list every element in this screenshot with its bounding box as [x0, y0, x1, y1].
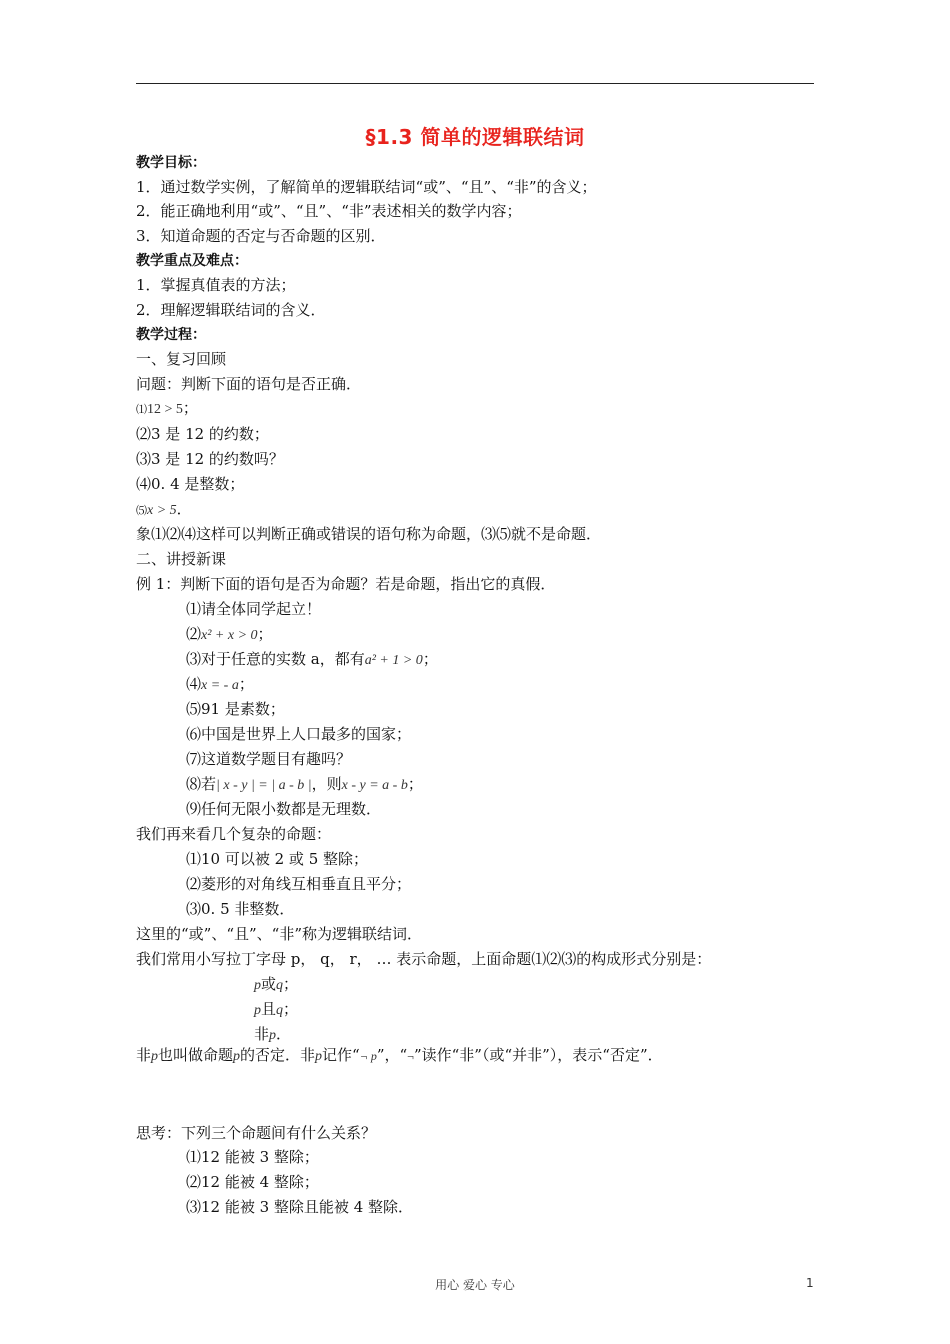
text-segment: 的否定．非 [240, 1046, 316, 1064]
connectives-line: 这里的“或”、“且”、“非”称为逻辑联结词． [136, 925, 423, 943]
math-expression: x - y = a - b [341, 778, 408, 793]
text-segment: 非 [136, 1046, 152, 1064]
review-heading: 一、复习回顾 [136, 350, 227, 368]
text-segment: ”，“ [376, 1046, 408, 1064]
connective-word: 且 [261, 1000, 277, 1018]
complex-item-2: ⑵菱形的对角线互相垂直且平分； [186, 875, 412, 893]
var-p: p [151, 1049, 159, 1064]
item-text: ，则 [311, 775, 342, 793]
example-item-4 [186, 673, 254, 695]
connective-word: 或 [261, 975, 277, 993]
complex-intro: 我们再来看几个复杂的命题： [136, 825, 332, 843]
var-q: q [276, 978, 284, 993]
punctuation: ； [283, 975, 299, 993]
example-1: 例 1：判断下面的语句是否为命题？若是命题，指出它的真假． [136, 575, 556, 593]
item-label: ⑷ [186, 675, 202, 693]
letters-line: 我们常用小写拉丁字母 p， q， r， … 表示命题，上面命题⑴⑵⑶的构成形式分别是： [136, 950, 712, 968]
item-label: ⑵ [186, 625, 202, 643]
var-q: q [276, 1003, 284, 1018]
review-question: 问题：判断下面的语句是否正确． [136, 375, 362, 393]
key-heading: 教学重点及难点： [136, 253, 248, 269]
complex-item-3: ⑶0. 5 非整数． [186, 900, 295, 918]
review-item-3: ⑶3 是 12 的约数吗？ [136, 450, 284, 468]
goal-2: 2．能正确地利用“或”、“且”、“非”表述相关的数学内容； [136, 202, 522, 220]
math-expression: 12 > 5 [147, 402, 183, 417]
think-heading: 思考：下列三个命题间有什么关系？ [136, 1124, 377, 1142]
think-item-2: ⑵12 能被 4 整除； [186, 1173, 319, 1191]
example-item-1: ⑴请全体同学起立！ [186, 600, 322, 618]
review-summary: 象⑴⑵⑷这样可以判断正确或错误的语句称为命题，⑶⑸就不是命题． [136, 525, 602, 543]
math-expression: | x - y | = | a - b | [216, 778, 312, 793]
punctuation: ； [182, 399, 198, 417]
item-label: ⑸ [136, 504, 147, 517]
form-not [254, 1023, 291, 1045]
example-item-2 [186, 623, 273, 645]
think-item-3: ⑶12 能被 3 整除且能被 4 整除． [186, 1198, 414, 1216]
math-expression: x = - a [201, 678, 239, 693]
math-expression: a² + 1 > 0 [364, 653, 423, 668]
think-item-1: ⑴12 能被 3 整除； [186, 1148, 319, 1166]
goals-heading: 教学目标： [136, 155, 206, 171]
punctuation: ． [176, 500, 192, 518]
process-heading: 教学过程： [136, 327, 206, 343]
example-item-3 [186, 648, 438, 670]
text-segment: 记作“ [322, 1046, 360, 1064]
new-lesson-heading: 二、讲授新课 [136, 550, 227, 568]
text-segment: 也叫做命题 [158, 1046, 234, 1064]
review-item-4: ⑷0. 4 是整数； [136, 475, 245, 493]
item-label: ⑴ [136, 403, 147, 416]
punctuation: ； [422, 650, 438, 668]
goal-3: 3．知道命题的否定与否命题的区别． [136, 227, 386, 245]
negation-line [136, 1044, 663, 1066]
example-item-5: ⑸91 是素数； [186, 700, 285, 718]
example-item-6: ⑹中国是世界上人口最多的国家； [186, 725, 412, 743]
example-item-7: ⑺这道数学题目有趣吗？ [186, 750, 352, 768]
item-text: ⑻若 [186, 775, 217, 793]
var-p: p [233, 1049, 241, 1064]
punctuation: ； [238, 675, 254, 693]
item-text: ⑶对于任意的实数 a，都有 [186, 650, 365, 668]
review-item-5 [136, 498, 192, 520]
negation-symbol: ¬ [407, 1049, 414, 1063]
review-item-2: ⑵3 是 12 的约数； [136, 425, 269, 443]
punctuation: ． [276, 1025, 292, 1043]
text-segment: ”读作“非”（或“并非”），表示“否定”． [413, 1046, 663, 1064]
complex-item-1: ⑴10 可以被 2 或 5 整除； [186, 850, 369, 868]
page-title: §1.3 简单的逻辑联结词 [365, 125, 585, 149]
header-rule [136, 83, 814, 84]
form-and [254, 998, 298, 1020]
page-number: 1 [806, 1276, 814, 1290]
footer-slogan: 用心 爱心 专心 [435, 1278, 515, 1292]
var-p: p [315, 1049, 323, 1064]
negation-symbol: ¬ p [359, 1049, 377, 1063]
example-item-9: ⑼任何无限小数都是无理数． [186, 800, 382, 818]
punctuation: ； [407, 775, 423, 793]
goal-1: 1．通过数学实例，了解简单的逻辑联结词“或”、“且”、“非”的含义； [136, 178, 597, 196]
review-item-1 [136, 397, 198, 419]
key-1: 1．掌握真值表的方法； [136, 276, 296, 294]
math-expression: x > 5 [147, 503, 177, 518]
var-p: p [254, 978, 261, 993]
math-expression: x² + x > 0 [201, 628, 258, 643]
example-item-8 [186, 773, 423, 795]
punctuation: ； [283, 1000, 299, 1018]
key-2: 2．理解逻辑联结词的含义． [136, 301, 326, 319]
var-p: p [254, 1003, 261, 1018]
form-or [254, 973, 298, 995]
connective-word: 非 [254, 1025, 270, 1043]
punctuation: ； [257, 625, 273, 643]
var-p: p [269, 1028, 277, 1043]
